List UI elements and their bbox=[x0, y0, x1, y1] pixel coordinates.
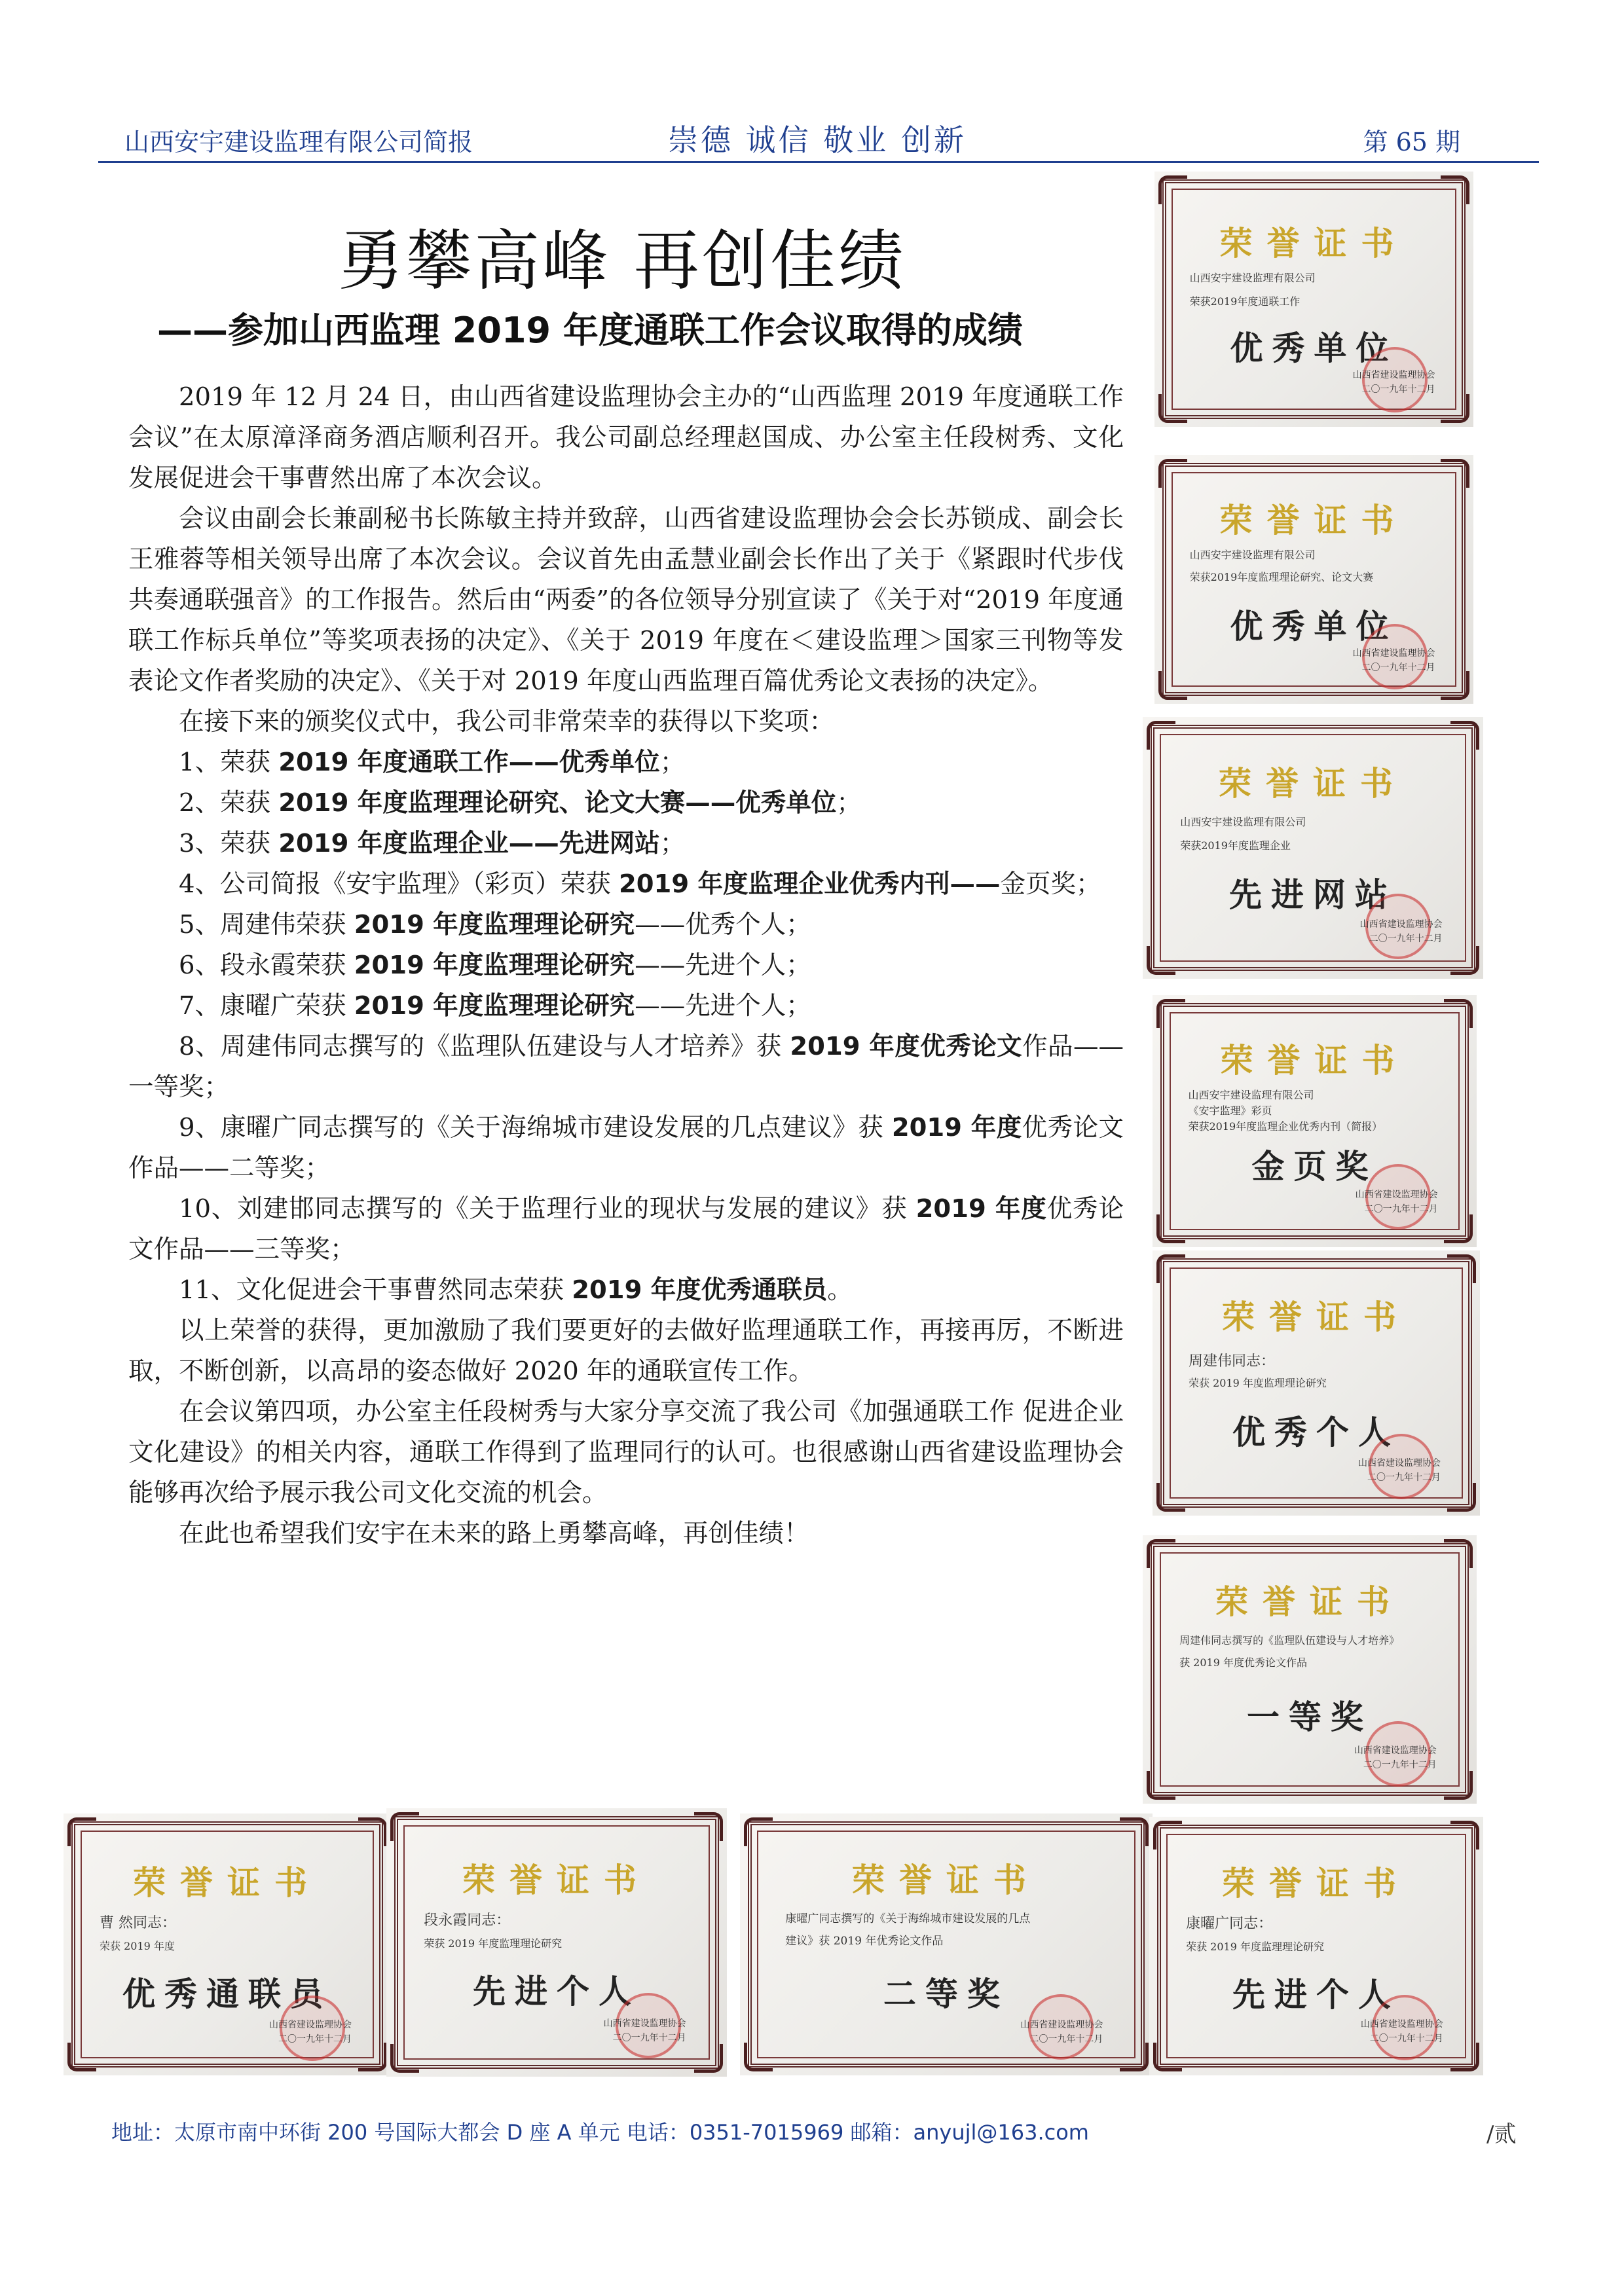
certificate-photo: 荣誉证书 康曜广同志撰写的《关于海绵城市建设发展的几点 建议》获 2019 年优秀论文作品 二等奖 山西省建设监理协会 二〇一九年十二月 bbox=[740, 1813, 1153, 2075]
award-item: 1、荣获 2019 年度通联工作——优秀单位； bbox=[179, 748, 686, 777]
paragraph: 在会议第四项，办公室主任段树秀与大家分享交流了我公司《加强通联工作 促进企业文化建设》的相关内容，通联工作得到了监理同行的认可。也很感谢山西省建设监理协会能够再次给予展示我公司文化交流的机会。 bbox=[128, 1397, 1124, 1508]
certificate-photo: 荣誉证书 山西安宇建设监理有限公司 荣获2019年度通联工作 优秀单位 山西省建设监理协会 二〇一九年十二月 bbox=[1154, 172, 1473, 427]
certificate-photo: 荣誉证书 曹 然同志： 荣获 2019 年度 优秀通联员 山西省建设监理协会 二〇一九年十二月 bbox=[64, 1813, 391, 2075]
article-subtitle: ——参加山西监理 2019 年度通联工作会议取得的成绩 bbox=[157, 310, 1023, 351]
award-item: 7、康曜广荣获 2019 年度监理理论研究——先进个人； bbox=[179, 991, 811, 1021]
award-item: 9、康曜广同志撰写的《关于海绵城市建设发展的几点建议》获 2019 年度优秀论文作品——二等奖； bbox=[128, 1113, 1124, 1183]
certificate-award: 优秀单位 bbox=[1230, 329, 1398, 367]
paragraph: 以上荣誉的获得，更加激励了我们要更好的去做好监理通联工作，再接再厉，不断进取，不断创新，以高昂的姿态做好 2020 年的通联宣传工作。 bbox=[128, 1316, 1124, 1386]
certificate-photo: 荣誉证书 山西安宇建设监理有限公司 荣获2019年度监理企业 先进网站 山西省建设监理协会 二〇一九年十二月 bbox=[1143, 717, 1483, 979]
certificate-photo: 荣誉证书 周建伟同志： 荣获 2019 年度监理理论研究 优秀个人 山西省建设监理协会 二〇一九年十二月 bbox=[1153, 1250, 1480, 1516]
article-title: 勇攀高峰 再创佳绩 bbox=[338, 223, 906, 299]
award-item: 6、段永霞荣获 2019 年度监理理论研究——先进个人； bbox=[179, 951, 811, 980]
award-item: 11、文化促进会干事曹然同志荣获 2019 年度优秀通联员。 bbox=[179, 1275, 853, 1305]
issue-number: 第 65 期 bbox=[1363, 128, 1460, 156]
certificate-heading: 荣誉证书 bbox=[1219, 224, 1409, 263]
article-body bbox=[128, 377, 1124, 1554]
company-motto: 崇德 诚信 敬业 创新 bbox=[668, 122, 967, 158]
award-item: 8、周建伟同志撰写的《监理队伍建设与人才培养》获 2019 年度优秀论文作品——一等奖； bbox=[128, 1032, 1124, 1102]
award-item: 10、刘建邯同志撰写的《关于监理行业的现状与发展的建议》获 2019 年度优秀论文作品——三等奖； bbox=[128, 1194, 1124, 1264]
certificate-photo: 荣誉证书 段永霞同志： 荣获 2019 年度监理理论研究 先进个人 山西省建设监理协会 二〇一九年十二月 bbox=[386, 1808, 727, 2077]
award-item: 4、公司简报《安宇监理》（彩页）荣获 2019 年度监理企业优秀内刊——金页奖； bbox=[179, 869, 1101, 899]
paragraph: 在此也希望我们安宇在未来的路上勇攀高峰，再创佳绩！ bbox=[179, 1519, 809, 1548]
paragraph: 会议由副会长兼副秘书长陈敏主持并致辞，山西省建设监理协会会长苏锁成、副会长王雅蓉等相关领导出席了本次会议。会议首先由孟慧业副会长作出了关于《紧跟时代步伐 共奏通联强音》的工作报告。然后由“两委”的各位领导分别宣读了《关于对“2019 年度通联工作标兵单位”等奖项表扬的决定》、《关于 2019 年度在＜建设监理＞国家三刊物等发表论文作者奖励的决定》、《关于对 2019 年度山西监理百篇优秀论文表扬的决定》。 bbox=[128, 504, 1124, 696]
certificate-photo: 荣誉证书 康曜广同志： 荣获 2019 年度监理理论研究 先进个人 山西省建设监理协会 二〇一九年十二月 bbox=[1149, 1817, 1483, 2075]
paragraph: 在接下来的颁奖仪式中，我公司非常荣幸的获得以下奖项： bbox=[179, 707, 835, 737]
page-number: /贰 bbox=[1486, 2121, 1517, 2147]
award-item: 2、荣获 2019 年度监理理论研究、论文大赛——优秀单位； bbox=[179, 788, 862, 818]
certificate-photo: 荣誉证书 周建伟同志撰写的《监理队伍建设与人才培养》 获 2019 年度优秀论文作品 一等奖 山西省建设监理协会 二〇一九年十二月 bbox=[1143, 1535, 1477, 1804]
award-item: 5、周建伟荣获 2019 年度监理理论研究——优秀个人； bbox=[179, 910, 811, 939]
newsletter-name: 山西安宇建设监理有限公司简报 bbox=[124, 128, 473, 156]
award-item: 3、荣获 2019 年度监理企业——先进网站； bbox=[179, 829, 686, 858]
certificate-photo: 荣誉证书 山西安宇建设监理有限公司 荣获2019年度监理理论研究、论文大赛 优秀单位 山西省建设监理协会 二〇一九年十二月 bbox=[1154, 455, 1473, 704]
paragraph: 2019 年 12 月 24 日，由山西省建设监理协会主办的“山西监理 2019 年度通联工作会议”在太原漳泽商务酒店顺利召开。我公司副总经理赵国成、办公室主任段树秀、文化发展促进会干事曹然出席了本次会议。 bbox=[128, 382, 1124, 493]
header-divider bbox=[98, 161, 1539, 163]
footer-contact: 地址：太原市南中环街 200 号国际大都会 D 座 A 单元 电话：0351-7015969 邮箱：anyujl@163.com bbox=[111, 2120, 1089, 2145]
certificate-photo: 荣誉证书 山西安宇建设监理有限公司 《安宇监理》彩页 荣获2019年度监理企业优秀内刊（简报） 金页奖 山西省建设监理协会 二〇一九年十二月 bbox=[1153, 995, 1477, 1247]
